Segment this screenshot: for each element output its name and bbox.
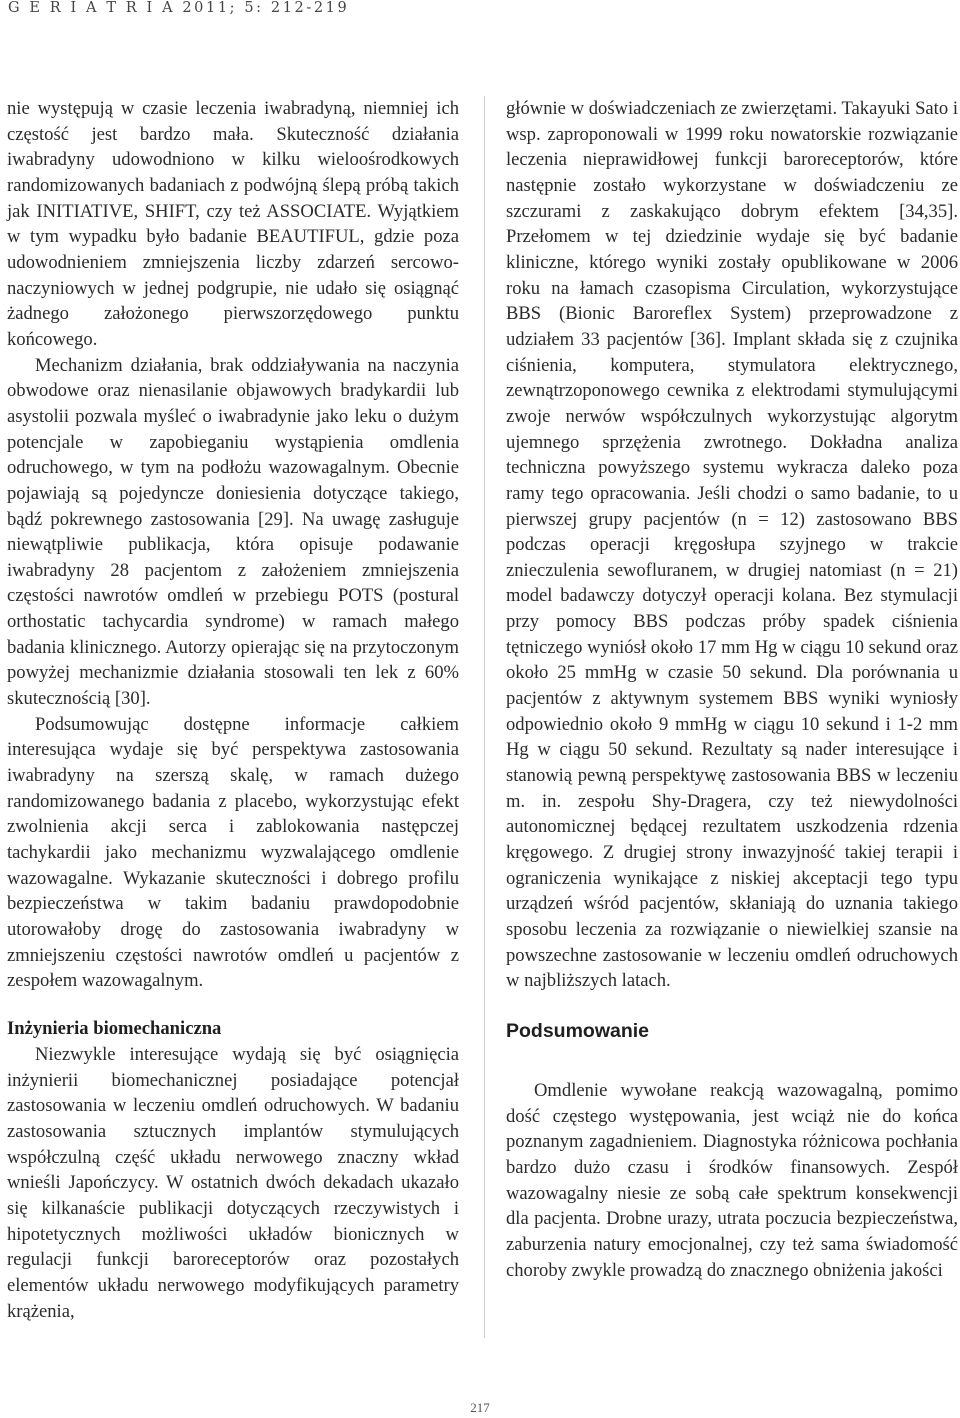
paragraph: głównie w doświadczeniach ze zwierzętami. Takayuki Sato i wsp. zaproponowali w 1999 roku nowatorskie rozwiązanie leczenia nieprawidłowej funkcji baroreceptorów, które następnie zostało wykorzystane w doświadczeniu ze szczurami z zaskakująco dobrym efektem [34,35]. Przełomem w tej dziedzinie wydaje się być badanie kliniczne, którego wyniki zostały opublikowane w 2006 roku na łamach czasopisma Circulation, wykorzystujące BBS (Bionic Baroreflex System) przeprowadzone z udziałem 33 pacjentów [36]. Implant składa się z czujnika ciśnienia, komputera, stymulatora elektrycznego, zewnątrzoponowego cewnika z elektrodami stymulującymi zwoje nerwów współczulnych wykorzystując algorytm ujemnego sprzężenia zwrotnego. Dokładna analiza techniczna powyższego systemu wykracza daleko poza ramy tego opracowania. Jeśli chodzi o samo badanie, to u pierwszej grupy pacjentów (n = 12) zastosowano BBS podczas operacji kręgosłupa szyjnego w trakcie znieczulenia sewofluranem, w drugiej natomiast (n = 21) model badawczy dotyczył operacji kolana. Bez stymulacji przy pomocy BBS podczas próby spadek ciśnienia tętniczego wyniósł około 17 mm Hg w ciągu 10 sekund oraz około 25 mmHg w czasie 50 sekund. Dla porównania u pacjentów z aktywnym systemem BBS wyniki wyniosły odpowiednio około 9 mmHg w ciągu 10 sekund i 1-2 mm Hg w ciągu 50 sekund. Rezultaty są nader interesujące i stanowią pewną perspektywę zastosowania BBS w leczeniu m. in. zespołu Shy-Dragera, czy też niewydolności autonomicznej będącej rezultatem uszkodzenia rdzenia kręgowego. Z drugiej strony inwazyjność takiej terapii i ograniczenia wynikające z niskiej akceptacji tego typu urządzeń wśród pacjentów, skłaniają do uznania takiego sposobu leczenia za rozwiązanie o niewielkiej szansie na powszechne zastosowanie w leczeniu omdleń odruchowych w najbliższych latach. <box>506 98 958 992</box>
paragraph: Mechanizm działania, brak oddziaływania na naczynia obwodowe oraz nienasilanie objawowych bradykardii lub asystolii pozwala myśleć o iwabradynie jako leku o dużym potencjale w zapobieganiu wystąpienia omdlenia odruchowego, w tym na podłożu wazowagalnym. Obecnie pojawiają są pojedyncze doniesienia dotyczące takiego, bądź pokrewnego zastosowania [29]. Na uwagę zasługuje niewątpliwie publikacja, która opisuje podawanie iwabradyny 28 pacjentom z założeniem zmniejszenia częstości nawrotów omdleń w przebiegu POTS (postural orthostatic tachycardia syndrome) w ramach małego badania klinicznego. Autorzy opierając się na przytoczonym powyżej mechanizmie działania stosowali ten lek z 60% skutecznością [30]. <box>7 354 459 710</box>
section-heading-summary: Podsumowanie <box>506 1019 650 1042</box>
right-column <box>506 96 958 1283</box>
section-heading-bioengineering: Inżynieria biomechaniczna <box>7 1017 222 1039</box>
paragraph: nie występują w czasie leczenia iwabradyną, niemniej ich częstość jest bardzo mała. Skuteczność działania iwabradyny udowodniono w kilku wieloośrodkowych randomizowanych badaniach z podwójną ślepą próbą takich jak INITIATIVE, SHIFT, czy też ASSOCIATE. Wyjątkiem w tym wypadku było badanie BEAUTIFUL, gdzie poza udowodnieniem zmniejszenia liczby zdarzeń sercowo-naczyniowych w jednej podgrupie, nie udało się osiągnąć żadnego założonego pierwszorzędowego punktu końcowego. <box>7 98 459 350</box>
paragraph: Omdlenie wywołane reakcją wazowagalną, pomimo dość częstego występowania, jest wciąż nie do końca poznanym zagadnieniem. Diagnostyka różnicowa pochłania bardzo dużo czasu i środków finansowych. Zespół wazowagalny niesie ze sobą całe spektrum konsekwencji dla pacjenta. Drobne urazy, utrata poczucia bezpieczeństwa, zaburzenia natury emocjonalnej, czy też sama świadomość choroby zwykle prowadzą do znacznego obniżenia jakości <box>506 1079 958 1281</box>
paragraph: Podsumowując dostępne informacje całkiem interesująca wydaje się być perspektywa zastosowania iwabradyny na szerszą skalę, w ramach dużego randomizowanego badania z placebo, wykorzystując efekt zwolnienia akcji serca i zablokowania następczej tachykardii jako mechanizmu wyzwalającego omdlenie wazowagalne. Wykazanie skuteczności i dobrego profilu bezpieczeństwa w takim badaniu prawdopodobnie utorowałoby drogę do zastosowania iwabradyny w zmniejszeniu częstości nawrotów omdleń u pacjentów z zespołem wazowagalnym. <box>7 713 459 992</box>
page-number: 217 <box>470 1400 490 1415</box>
paragraph: Niezwykle interesujące wydają się być osiągnięcia inżynierii biomechanicznej posiadające potencjał zastosowania w leczeniu omdleń odruchowych. W badaniu zastosowania sztucznych implantów stymulujących współczulną część układu nerwowego znaczny wkład wnieśli Japończycy. W ostatnich dwóch dekadach ukazało się kilkanaście publikacji dotyczących rzeczywistych i hipotetycznych możliwości układów bionicznych w regulacji funkcji baroreceptorów oraz pozostałych elementów układu nerwowego modyfikujących parametry krążenia, <box>7 1043 459 1322</box>
left-column <box>7 96 459 1324</box>
running-head: G E R I A T R I A 2011; 5: 212-219 <box>8 0 350 16</box>
column-divider <box>484 96 485 1338</box>
